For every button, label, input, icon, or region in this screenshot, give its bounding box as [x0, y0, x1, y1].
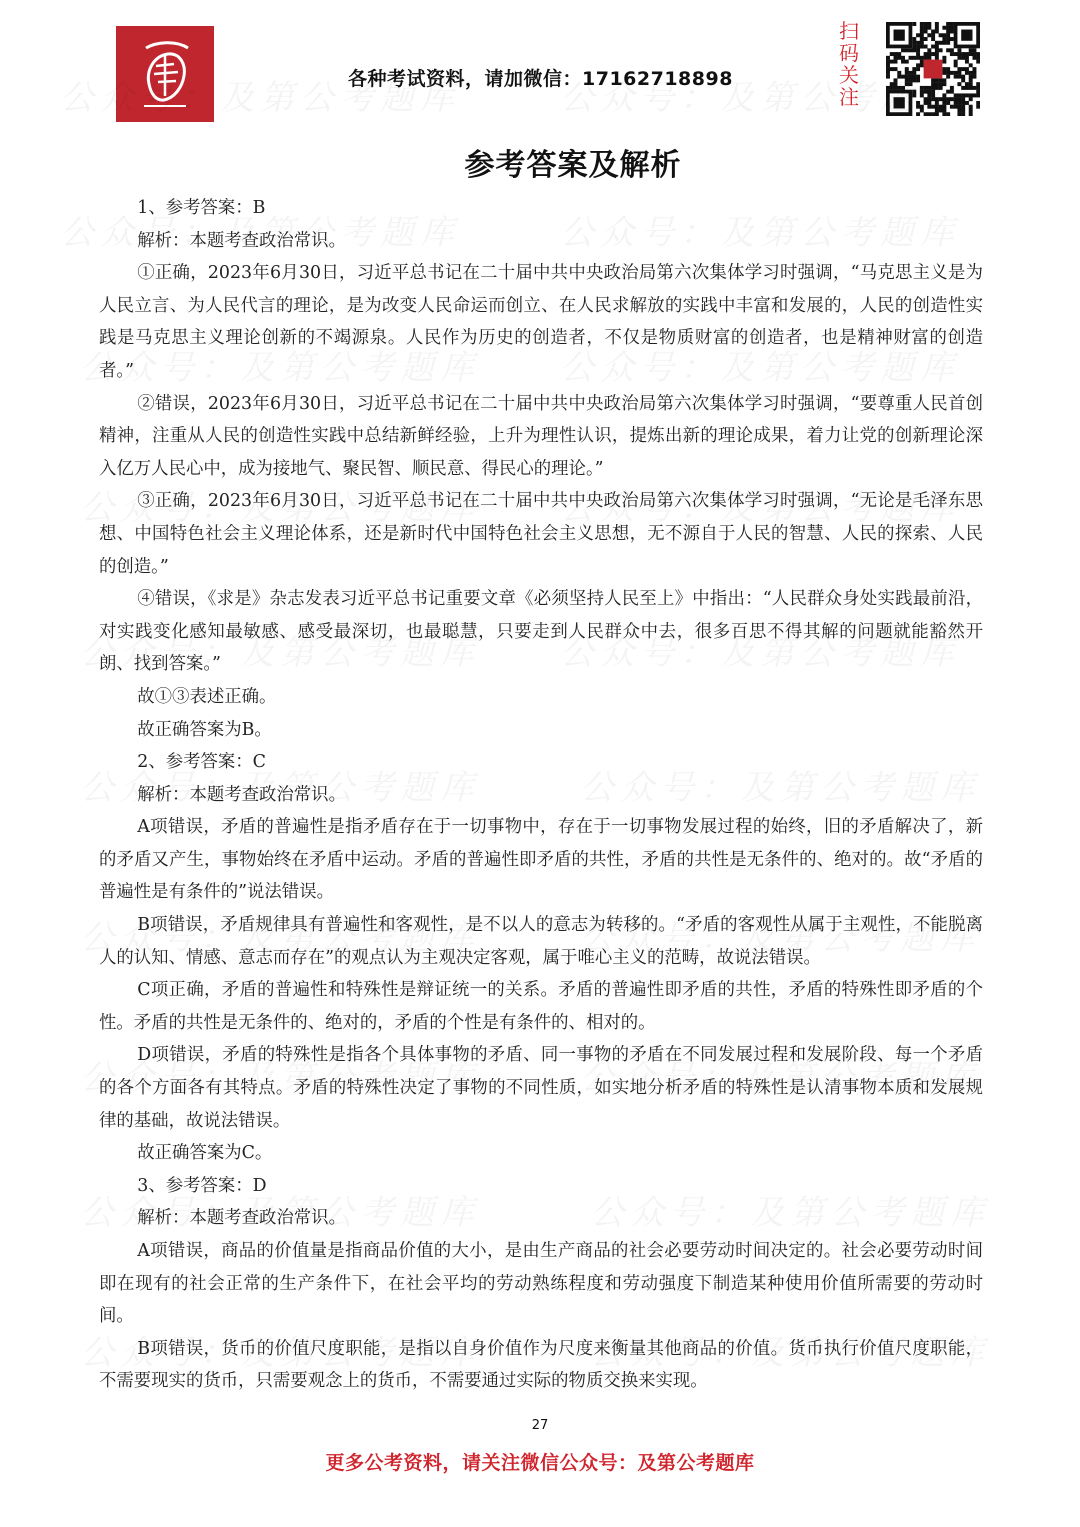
- page-number: 27: [531, 1418, 549, 1433]
- paragraph: A项错误，矛盾的普遍性是指矛盾存在于一切事物中，存在于一切事物发展过程的始终，旧的矛盾解决了，新的矛盾又产生，事物始终在矛盾中运动。矛盾的普遍性即矛盾的共性，矛盾的共性是无条件的、绝对的。故“矛盾的普遍性是有条件的”说法错误。: [99, 817, 983, 903]
- paragraph: 故正确答案为C。: [137, 1143, 273, 1164]
- footer-promo-text: 更多公考资料，请关注微信公众号：及第公考题库: [325, 1452, 755, 1474]
- paragraph: ①正确，2023年6月30日，习近平总书记在二十届中共中央政治局第六次集体学习时强调，“马克思主义是为人民立言、为人民代言的理论，是为改变人民命运而创立、在人民求解放的实践中丰富和发展的，人民的创造性实践是马克思主义理论创新的不竭源泉。人民作为历史的创造者，不仅是物质财富的创造者，也是精神财富的创造者。”: [99, 263, 983, 381]
- paragraph: B项错误，货币的价值尺度职能，是指以自身价值作为尺度来衡量其他商品的价值。货币执行价值尺度职能，不需要现实的货币，只需要观念上的货币，不需要通过实际的物质交换来实现。: [99, 1338, 983, 1392]
- watermark: [60, 70, 460, 119]
- scan-label-char: 关: [839, 63, 859, 87]
- paragraph: 故①③表述正确。: [137, 686, 277, 707]
- watermark: [560, 70, 960, 119]
- answer-content: [99, 192, 983, 1398]
- scan-label-char: 码: [839, 41, 859, 65]
- paragraph: 故正确答案为B。: [137, 719, 272, 740]
- paragraph: 解析：本题考查政治常识。: [137, 1208, 346, 1229]
- paragraph: ③正确，2023年6月30日，习近平总书记在二十届中共中央政治局第六次集体学习时强调，“无论是毛泽东思想、中国特色社会主义理论体系，还是新时代中国特色社会主义思想，无不源自于人民的智慧、人民的探索、人民的创造。”: [99, 491, 983, 577]
- contact-text: 各种考试资料，请加微信：17162718898: [348, 68, 733, 90]
- paragraph: 2、参考答案：C: [137, 752, 266, 773]
- paragraph: 3、参考答案：D: [137, 1175, 267, 1196]
- paragraph: 1、参考答案：B: [137, 198, 266, 218]
- paragraph: B项错误，矛盾规律具有普遍性和客观性，是不以人的意志为转移的。“矛盾的客观性从属于主观性，不能脱离人的认知、情感、意志而存在”的观点认为主观决定客观，属于唯心主义的范畴，故说法错误。: [99, 915, 983, 968]
- scan-label-char: 注: [839, 85, 859, 109]
- paragraph: D项错误，矛盾的特殊性是指各个具体事物的矛盾、同一事物的矛盾在不同发展过程和发展阶段、每一个矛盾的各个方面各有其特点。矛盾的特殊性决定了事物的不同性质，如实地分析矛盾的特殊性是认清事物本质和发展规律的基础，故说法错误。: [99, 1045, 983, 1131]
- paragraph: A项错误，商品的价值量是指商品价值的大小，是由生产商品的社会必要劳动时间决定的。社会必要劳动时间即在现有的社会正常的生产条件下，在社会平均的劳动熟练程度和劳动强度下制造某种使用价值所需要的劳动时间。: [99, 1241, 983, 1327]
- scan-label-char: 扫: [839, 19, 859, 43]
- paragraph: 解析：本题考查政治常识。: [137, 230, 346, 251]
- paragraph: ④错误，《求是》杂志发表习近平总书记重要文章《必须坚持人民至上》中指出：“人民群众身处实践最前沿，对实践变化感知最敏感、感受最深切，也最聪慧，只要走到人民群众中去，很多百思不得其解的问题就能豁然开朗、找到答案。”: [99, 589, 983, 675]
- paragraph: 解析：本题考查政治常识。: [137, 784, 346, 805]
- page-title: 参考答案及解析: [464, 148, 682, 183]
- paragraph: ②错误，2023年6月30日，习近平总书记在二十届中共中央政治局第六次集体学习时强调，“要尊重人民首创精神，注重从人民的创造性实践中总结新鲜经验，上升为理性认识，提炼出新的理论成果，着力让党的创新理论深入亿万人民心中，成为接地气、聚民智、顺民意、得民心的理论。”: [99, 393, 983, 479]
- paragraph: C项正确，矛盾的普遍性和特殊性是辩证统一的关系。矛盾的普遍性即矛盾的共性，矛盾的特殊性即矛盾的个性。矛盾的共性是无条件的、绝对的，矛盾的个性是有条件的、相对的。: [99, 980, 983, 1033]
